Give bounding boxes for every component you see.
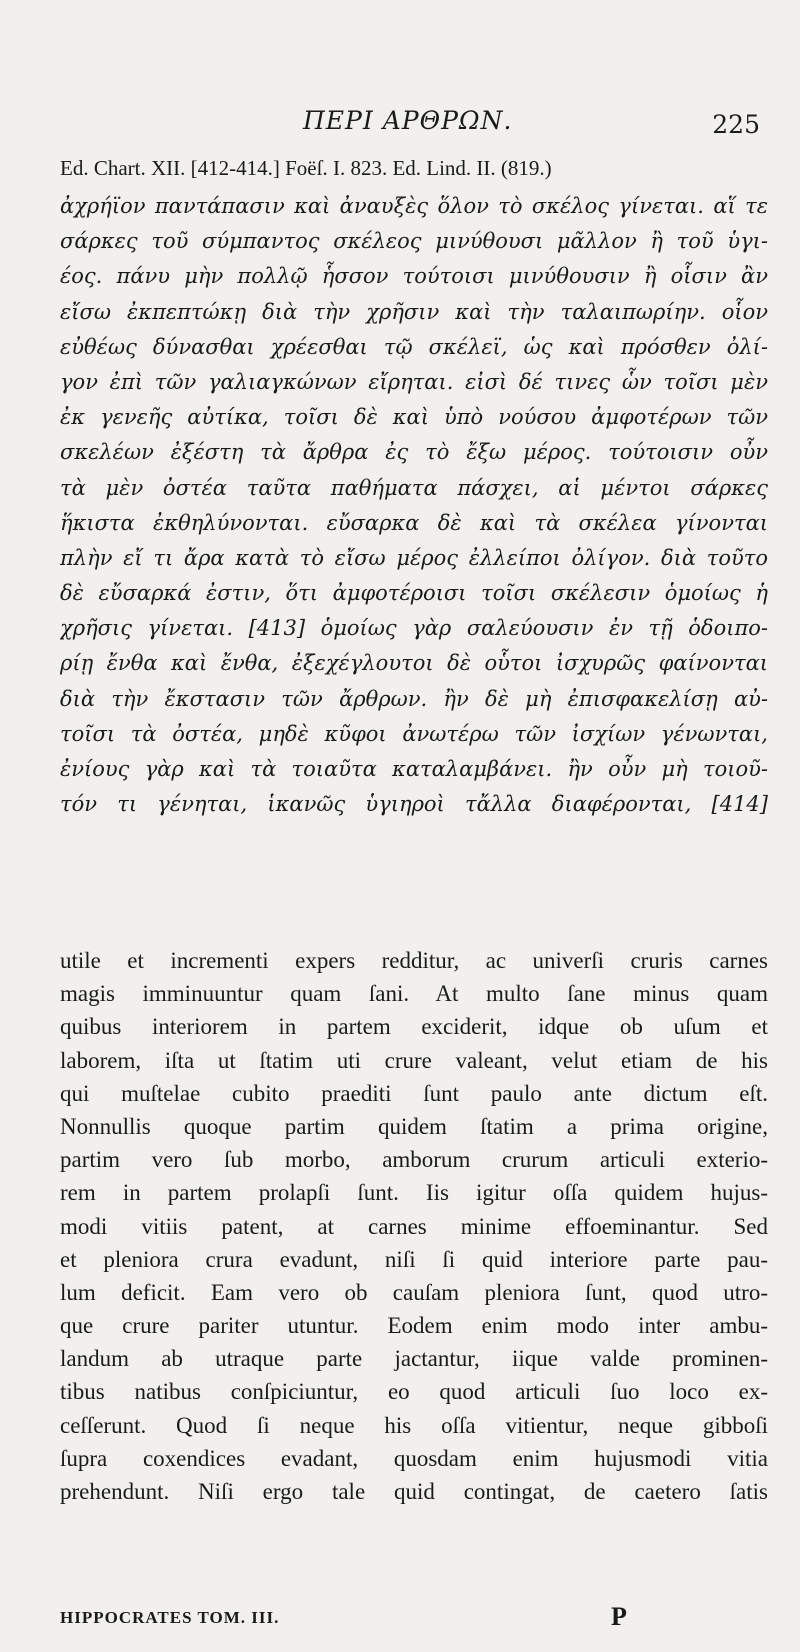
latin-line: landum ab utraque parte jactantur, iique valde prominen-: [60, 1346, 768, 1372]
greek-line: ἥκιστα ἐκθηλύνονται. εὔσαρκα δὲ καὶ τὰ σκέλεα γίνονται: [60, 510, 768, 535]
latin-line: lum deficit. Eam vero ob cauſam pleniora ſunt, quod utro-: [60, 1279, 768, 1305]
latin-line: modi vitiis patent, at carnes minime effoeminantur. Sed: [60, 1213, 768, 1239]
greek-line: έος. πάνυ μὴν πολλῷ ἧσσον τούτοισι μινύθουσιν ἢ οἷσιν ἂν: [60, 264, 768, 289]
greek-line: ρίῃ ἔνθα καὶ ἔνθα, ἐξεχέγλουτοι δὲ οὗτοι ἰσχυρῶς φαίνονται: [60, 651, 768, 676]
latin-line: quibus interiorem in partem exciderit, idque ob uſum et: [60, 1014, 768, 1040]
greek-line: ἐνίους γὰρ καὶ τὰ τοιαῦτα καταλαμβάνει. ἢν οὖν μὴ τοιοῦ-: [60, 757, 768, 781]
latin-line: rem in partem prolapſi ſunt. Iis igitur oſſa quidem hujus-: [60, 1180, 768, 1206]
latin-text-block: [60, 944, 768, 1508]
greek-line: τόν τι γένηται, ἱκανῶς ὑγιηροὶ τἄλλα διαφέρονται, [414]: [60, 792, 768, 817]
greek-line: ἀχρήϊον παντάπασιν καὶ ἀναυξὲς ὅλον τὸ σκέλος γίνεται. αἵ τε: [60, 194, 768, 218]
greek-line: πλὴν εἴ τι ἄρα κατὰ τὸ εἴσω μέρος ἐλλείποι ὀλίγον. διὰ τοῦτο: [60, 545, 768, 570]
greek-line: σάρκες τοῦ σύμπαντος σκέλεος μινύθουσι μᾶλλον ἢ τοῦ ὑγι-: [60, 229, 768, 254]
latin-line: ſupra coxendices evadant, quosdam enim hujusmodi vitia: [60, 1445, 768, 1471]
greek-line: εἴσω ἐκπεπτώκῃ διὰ τὴν χρῆσιν καὶ τὴν ταλαιπωρίην. οἷον: [60, 299, 768, 324]
latin-line: tibus natibus conſpiciuntur, eo quod articuli ſuo loco ex-: [60, 1379, 768, 1405]
running-title: ΠΕΡΙ ΑΡΘΡΩΝ.: [303, 106, 513, 135]
greek-line: χρῆσις γίνεται. [413] ὁμοίως γὰρ σαλεύουσιν ἐν τῇ ὁδοιπο-: [60, 616, 768, 641]
latin-line: qui muſtelae cubito praediti ſunt paulo ante dictum eſt.: [60, 1080, 768, 1106]
latin-line: magis imminuuntur quam ſani. At multo ſane minus quam: [60, 981, 768, 1007]
greek-line: δὲ εὔσαρκά ἐστιν, ὅτι ἀμφοτέροισι τοῖσι σκέλεσιν ὁμοίως ἡ: [60, 581, 768, 606]
page-header: [60, 100, 760, 140]
latin-line: prehendunt. Niſi ergo tale quid contingat, de caetero ſatis: [60, 1479, 768, 1504]
greek-line: διὰ τὴν ἔκστασιν τῶν ἄρθρων. ἢν δὲ μὴ ἐπισφακελίσῃ αὐ-: [60, 686, 768, 711]
signature-letter: P: [611, 1602, 627, 1631]
greek-line: ἐκ γενεῆς αὐτίκα, τοῖσι δὲ καὶ ὑπὸ νούσου ἀμφοτέρων τῶν: [60, 405, 768, 430]
greek-line: σκελέων ἐξέστη τὰ ἄρθρα ἐς τὸ ἔξω μέρος. τούτοισιν οὖν: [60, 440, 768, 465]
signature-mark: HIPPOCRATES TOM. III.: [60, 1608, 280, 1627]
greek-line: τοῖσι τὰ ὀστέα, μηδὲ κῦφοι ἀνωτέρω τῶν ἰσχίων γένωνται,: [60, 721, 768, 746]
latin-line: que crure pariter utuntur. Eodem enim modo inter ambu-: [60, 1313, 768, 1339]
latin-line: Nonnullis quoque partim quidem ſtatim a prima origine,: [60, 1113, 768, 1139]
latin-line: et pleniora crura evadunt, niſi ſi quid interiore parte pau-: [60, 1246, 768, 1272]
greek-line: τὰ μὲν ὀστέα ταῦτα παθήματα πάσχει, αἱ μέντοι σάρκες: [60, 475, 768, 500]
greek-line: γον ἐπὶ τῶν γαλιαγκώνων εἴρηται. εἰσὶ δέ τινες ὧν τοῖσι μὲν: [60, 369, 768, 394]
latin-line: utile et incrementi expers redditur, ac univerſi cruris carnes: [60, 948, 768, 973]
latin-line: ceſſerunt. Quod ſi neque his oſſa vitientur, neque gibboſi: [60, 1412, 768, 1438]
greek-line: εὐθέως δύνασθαι χρέεσθαι τῷ σκέλεϊ, ὡς καὶ πρόσθεν ὀλί-: [60, 334, 768, 359]
latin-line: partim vero ſub morbo, amborum crurum articuli exterio-: [60, 1147, 768, 1173]
latin-line: laborem, iſta ut ſtatim uti crure valeant, velut etiam de his: [60, 1047, 768, 1073]
page-number: 225: [712, 110, 760, 139]
page-footer: [60, 1602, 760, 1634]
greek-text-block: [60, 189, 768, 822]
edition-reference-line: Ed. Chart. XII. [412-414.] Foëſ. I. 823. Ed. Lind. II. (819.): [60, 156, 552, 180]
